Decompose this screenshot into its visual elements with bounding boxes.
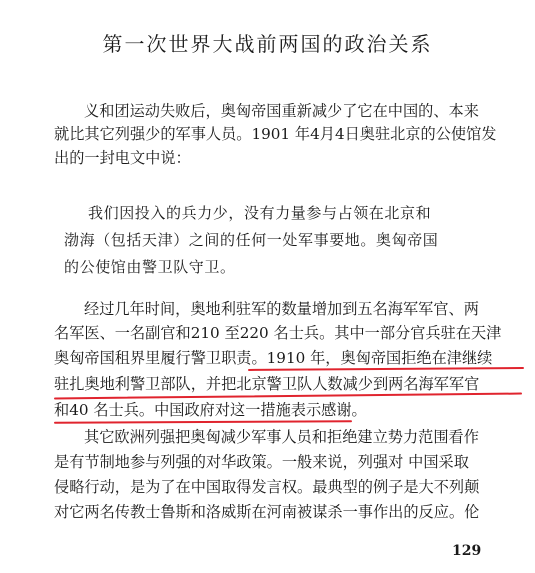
paragraph-3-line-2: 是有节制地参与列强的对华政策。一般来说，列强对 中国采取 xyxy=(54,453,469,471)
page-number: 129 xyxy=(452,543,482,559)
paragraph-1-line-2: 就比其它列强少的军事人员。1901 年4月4日奥驻北京的公使馆发 xyxy=(54,125,497,143)
paragraph-2-line-1: 经过几年时间，奥地利驻军的数量增加到五名海军军官、两 xyxy=(84,300,479,318)
quote-line-3: 的公使馆由警卫队守卫。 xyxy=(64,258,236,276)
paragraph-3-line-3: 侵略行动，是为了在中国取得发言权。最典型的例子是大不列颠 xyxy=(54,478,480,496)
paragraph-2-line-4: 驻扎奥地利警卫部队，并把北京警卫队人数减少到两名海军军官 xyxy=(54,375,480,393)
page-title: 第一次世界大战前两国的政治关系 xyxy=(102,32,433,56)
paragraph-3-line-4: 对它两名传教士鲁斯和洛威斯在河南被谋杀一事作出的反应。伦 xyxy=(54,503,480,521)
paragraph-2-line-3: 奥匈帝国租界里履行警卫职责。1910 年，奥匈帝国拒绝在津继续 xyxy=(54,349,493,367)
paragraph-2-line-5: 和40 名士兵。中国政府对这一措施表示感谢。 xyxy=(54,401,367,419)
quote-line-1: 我们因投入的兵力少，没有力量参与占领在北京和 xyxy=(88,204,432,222)
quote-line-2: 渤海（包括天津）之间的任何一处军事要地。奥匈帝国 xyxy=(64,231,439,249)
paragraph-2-line-2: 名军医、一名副官和210 至220 名士兵。其中一部分官兵驻在天津 xyxy=(54,324,502,342)
red-underline-3 xyxy=(54,420,352,424)
paragraph-1-line-1: 义和团运动失败后，奥匈帝国重新减少了它在中国的、本来 xyxy=(84,102,479,120)
paragraph-1-line-3: 出的一封电文中说： xyxy=(54,149,191,167)
paragraph-3-line-1: 其它欧洲列强把奥匈减少军事人员和拒绝建立势力范围看作 xyxy=(84,428,479,446)
